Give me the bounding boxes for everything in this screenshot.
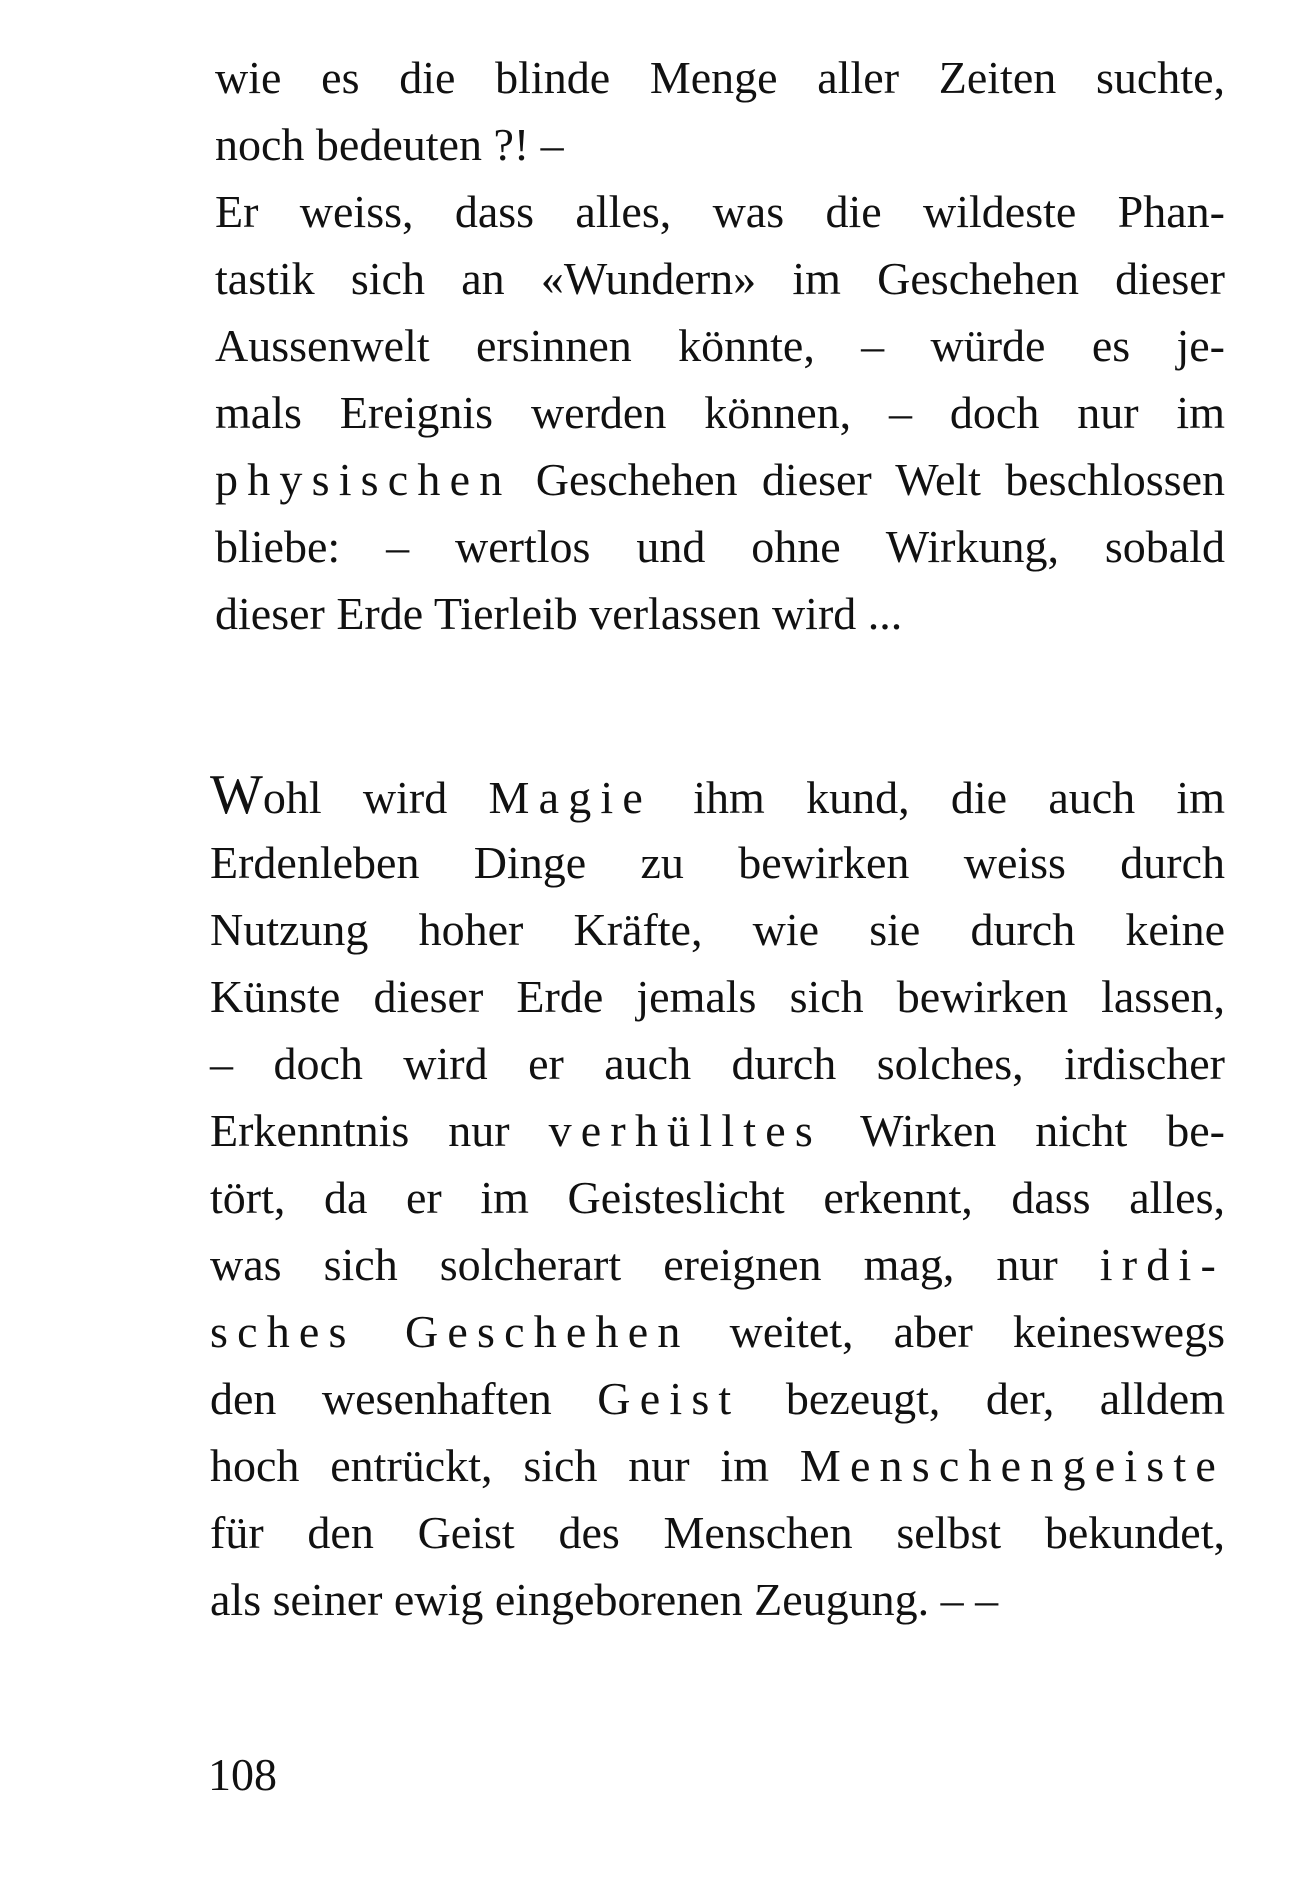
paragraph-1 bbox=[215, 44, 1225, 647]
text-line bbox=[210, 1231, 1225, 1298]
text-segment: wie es die blinde Menge aller Zeiten suchte, bbox=[215, 52, 1225, 103]
text-segment: dieser Erde Tierleib verlassen wird ... bbox=[215, 588, 903, 639]
text-line bbox=[215, 513, 1225, 580]
text-line bbox=[210, 762, 1225, 829]
spaced-emphasis: Magie bbox=[488, 772, 653, 823]
text-line bbox=[215, 111, 1225, 178]
text-segment: ohl wird bbox=[262, 772, 489, 823]
text-line bbox=[210, 1164, 1225, 1231]
text-segment: tört, da er im Geisteslicht erkennt, dass alles, bbox=[210, 1172, 1225, 1223]
text-segment: Aussenwelt ersinnen könnte, – würde es je- bbox=[215, 320, 1225, 371]
text-line bbox=[210, 1566, 1225, 1633]
text-segment: Erdenleben Dinge zu bewirken weiss durch bbox=[210, 837, 1225, 888]
text-line bbox=[215, 312, 1225, 379]
spaced-emphasis: irdi- bbox=[1099, 1239, 1225, 1290]
spaced-emphasis: sches Geschehen bbox=[210, 1306, 690, 1357]
text-line bbox=[215, 379, 1225, 446]
drop-cap-letter: W bbox=[210, 764, 263, 826]
text-line bbox=[210, 1432, 1225, 1499]
text-line bbox=[210, 829, 1225, 896]
text-line bbox=[210, 1365, 1225, 1432]
spaced-emphasis: Geist bbox=[597, 1373, 741, 1424]
text-segment: Wirken nicht be- bbox=[822, 1105, 1225, 1156]
text-line bbox=[210, 896, 1225, 963]
text-segment: für den Geist des Menschen selbst bekundet, bbox=[210, 1507, 1225, 1558]
spaced-emphasis: physischen bbox=[215, 454, 512, 505]
text-segment: Künste dieser Erde jemals sich bewirken lassen, bbox=[210, 971, 1225, 1022]
text-segment: den wesenhaften bbox=[210, 1373, 598, 1424]
text-segment: ihm kund, die auch im bbox=[652, 772, 1225, 823]
text-segment: bezeugt, der, alldem bbox=[740, 1373, 1225, 1424]
text-line bbox=[215, 446, 1225, 513]
text-segment: hoch entrückt, sich nur im bbox=[210, 1440, 800, 1491]
text-segment: weitet, aber keineswegs bbox=[689, 1306, 1225, 1357]
text-segment: Nutzung hoher Kräfte, wie sie durch keine bbox=[210, 904, 1225, 955]
text-line bbox=[210, 1499, 1225, 1566]
text-segment: tastik sich an «Wundern» im Geschehen dieser bbox=[215, 253, 1225, 304]
text-line bbox=[210, 963, 1225, 1030]
text-segment: Er weiss, dass alles, was die wildeste Phan- bbox=[215, 186, 1225, 237]
text-segment: Geschehen dieser Welt beschlossen bbox=[511, 454, 1225, 505]
text-segment: was sich solcherart ereignen mag, nur bbox=[210, 1239, 1100, 1290]
text-line bbox=[215, 580, 1225, 647]
text-segment: als seiner ewig eingeborenen Zeugung. – – bbox=[210, 1574, 999, 1625]
text-segment: Erkenntnis nur bbox=[210, 1105, 549, 1156]
text-segment: bliebe: – wertlos und ohne Wirkung, sobald bbox=[215, 521, 1225, 572]
text-line bbox=[215, 178, 1225, 245]
text-segment: – doch wird er auch durch solches, irdischer bbox=[210, 1038, 1225, 1089]
spaced-emphasis: Menschengeiste bbox=[799, 1440, 1225, 1491]
page-number: 108 bbox=[208, 1749, 277, 1800]
spaced-emphasis: verhülltes bbox=[548, 1105, 823, 1156]
text-line bbox=[210, 1298, 1225, 1365]
text-segment: noch bedeuten ?! – bbox=[215, 119, 564, 170]
text-line bbox=[215, 44, 1225, 111]
text-line bbox=[215, 245, 1225, 312]
text-segment: mals Ereignis werden können, – doch nur im bbox=[215, 387, 1225, 438]
text-line bbox=[210, 1097, 1225, 1164]
paragraph-2 bbox=[210, 762, 1225, 1633]
text-line bbox=[210, 1030, 1225, 1097]
